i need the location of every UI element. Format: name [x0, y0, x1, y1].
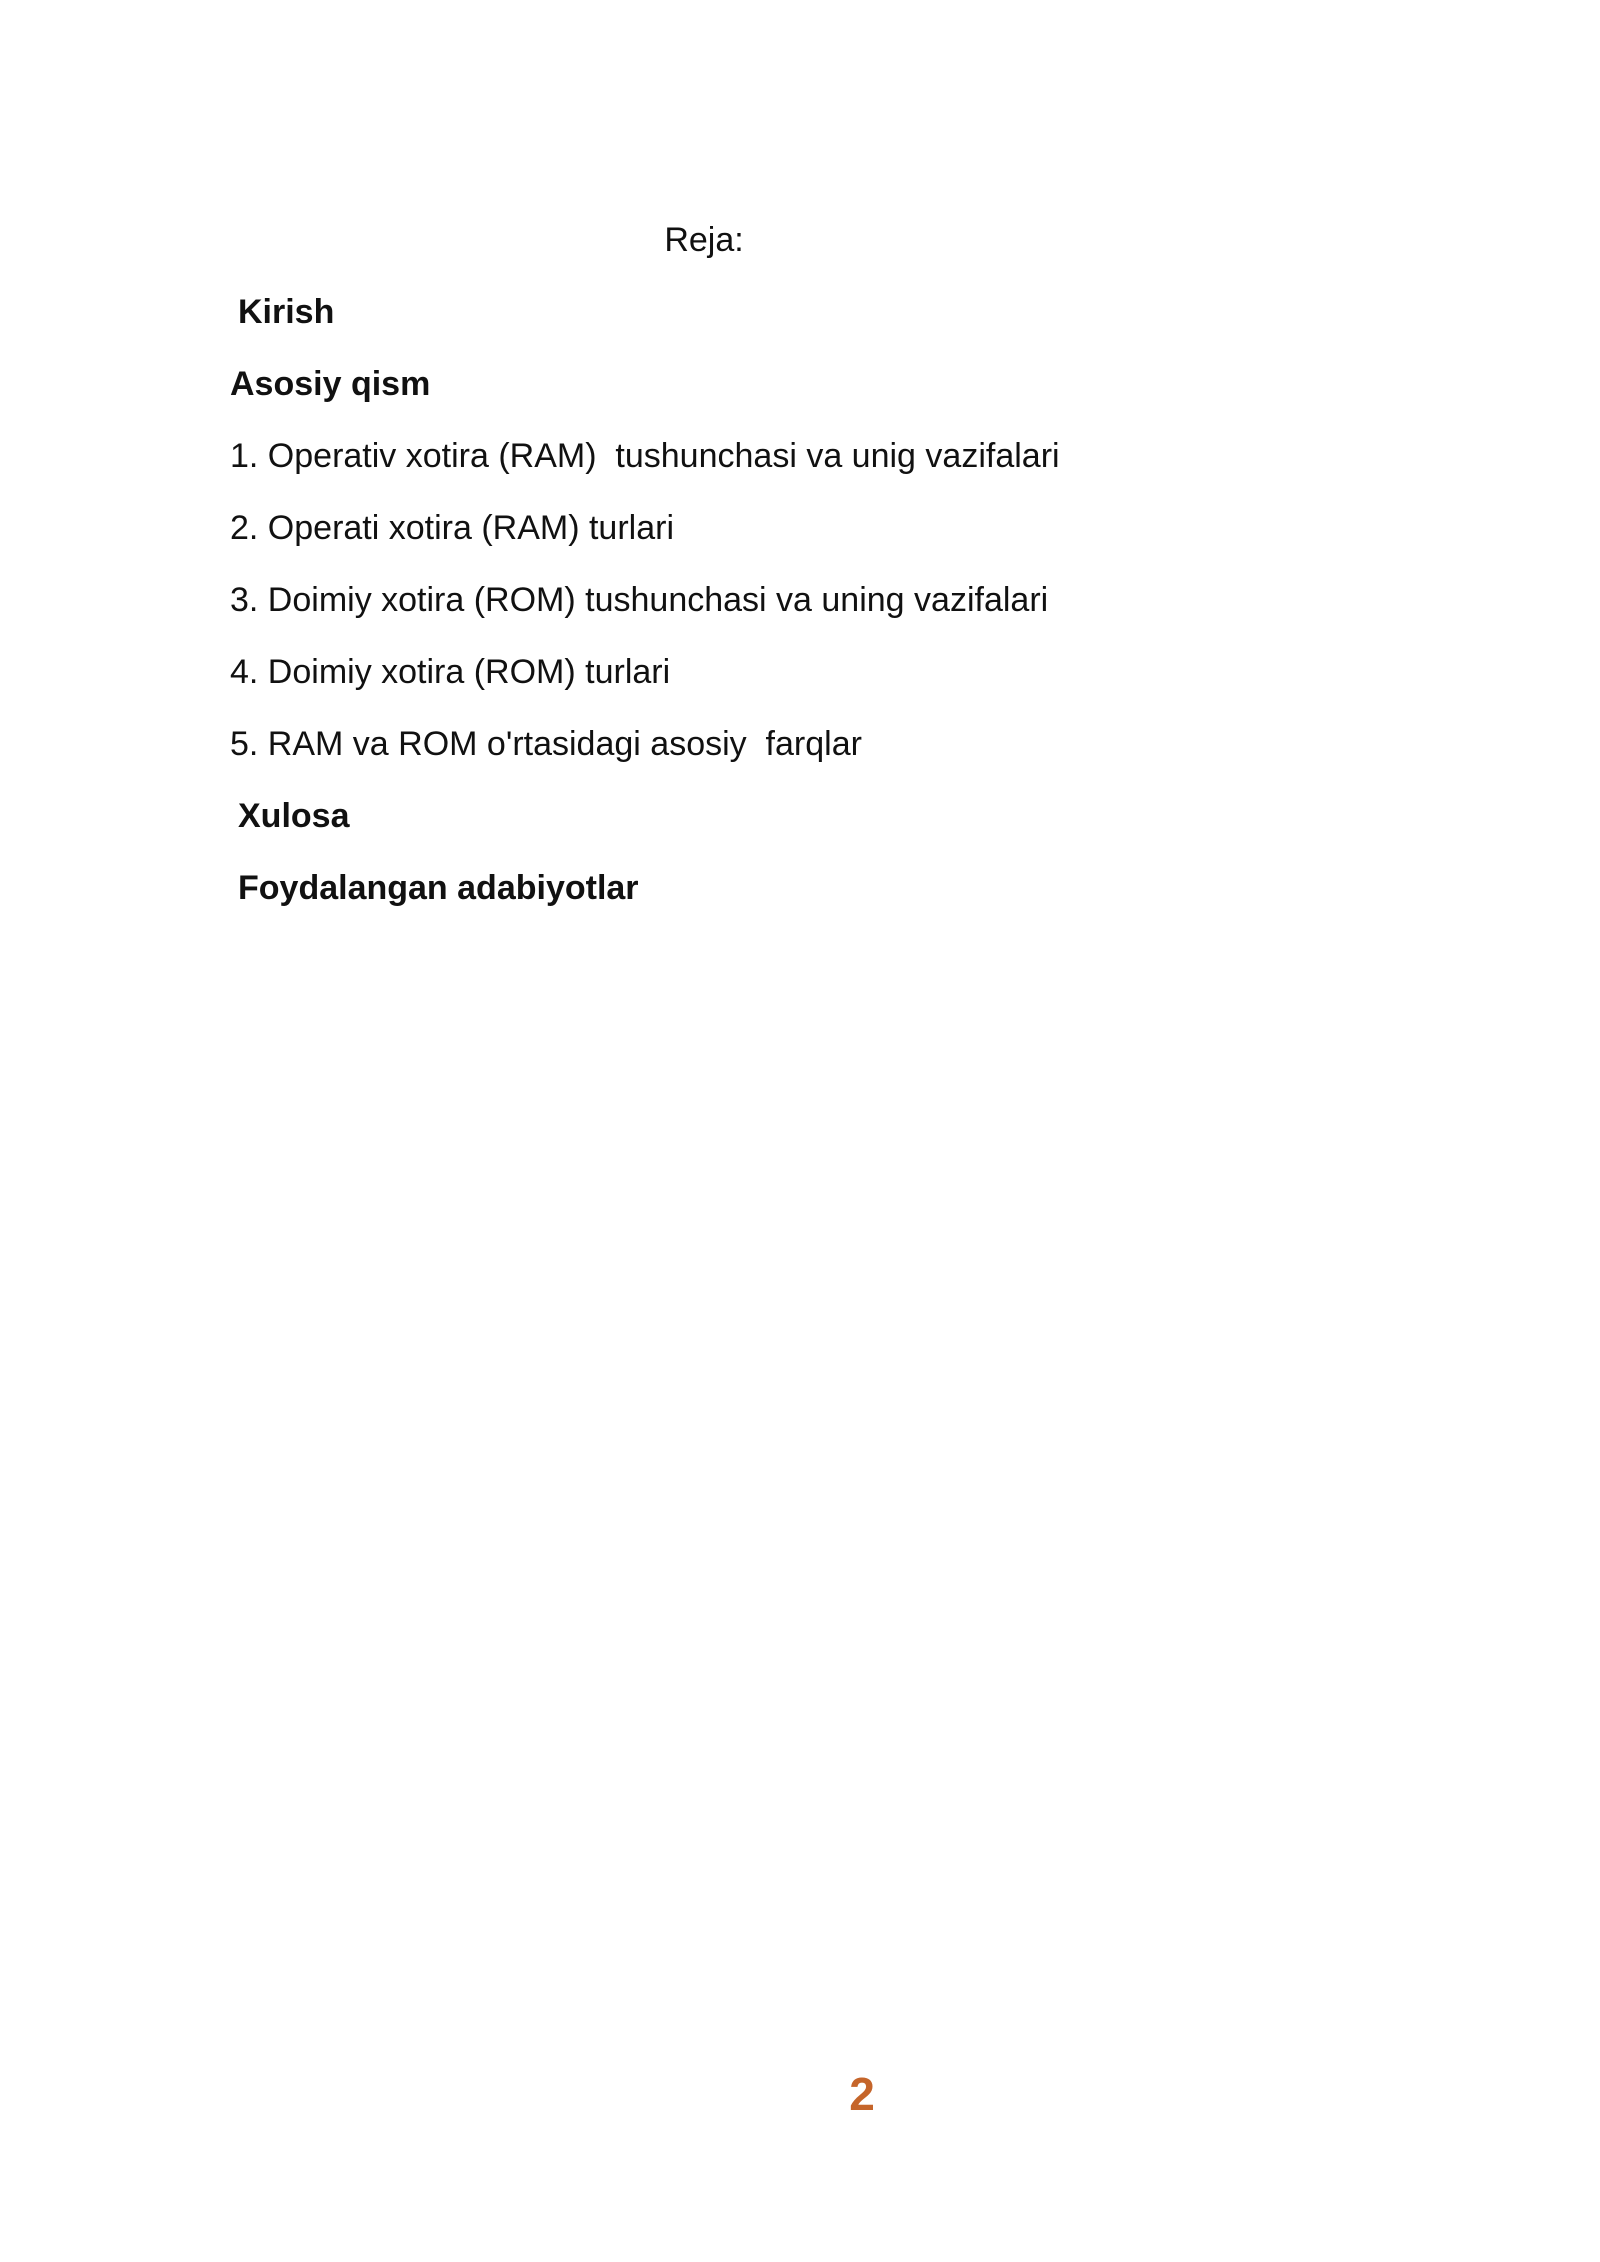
- plan-item-conclusion: Xulosa: [238, 797, 350, 835]
- plan-item-main-part: Asosiy qism: [230, 365, 431, 403]
- plan-item-differences: 5. RAM va ROM o'rtasidagi asosiy farqlar: [230, 725, 862, 763]
- plan-title: Reja:: [664, 221, 744, 259]
- plan-item-ram-types: 2. Operati xotira (RAM) turlari: [230, 509, 674, 547]
- plan-list: [230, 290, 1060, 938]
- plan-item-intro: Kirish: [238, 293, 335, 331]
- plan-item-rom-concept: 3. Doimiy xotira (ROM) tushunchasi va uning vazifalari: [230, 581, 1049, 619]
- plan-item-rom-types: 4. Doimiy xotira (ROM) turlari: [230, 653, 671, 691]
- plan-item-references: Foydalangan adabiyotlar: [238, 869, 639, 907]
- page-number: 2: [849, 2068, 875, 2120]
- plan-item-ram-concept: 1. Operativ xotira (RAM) tushunchasi va unig vazifalari: [230, 437, 1060, 475]
